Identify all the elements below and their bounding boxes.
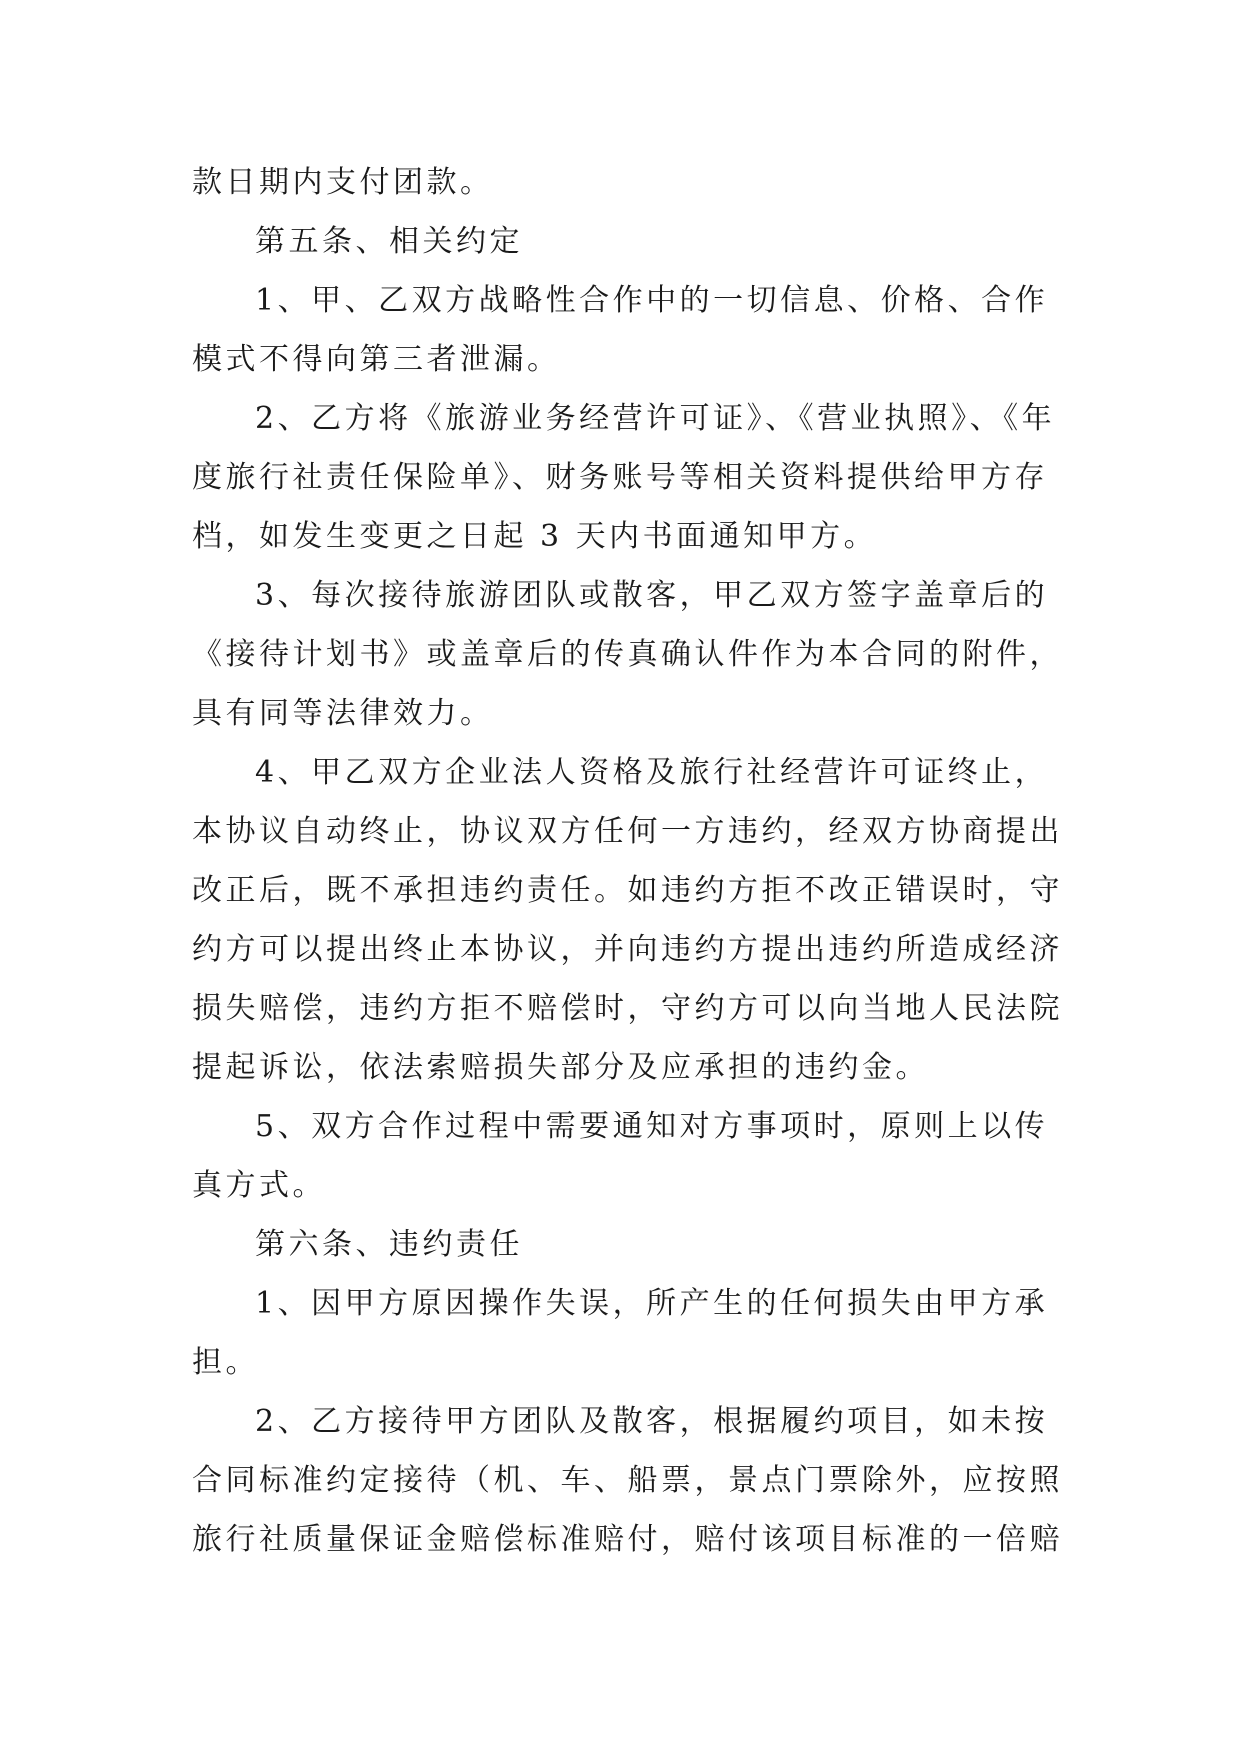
text-line: 约方可以提出终止本协议，并向违约方提出违约所造成经济 — [192, 932, 1063, 967]
section-heading: 第六条、违约责任 — [255, 1227, 523, 1262]
text-line: 5、双方合作过程中需要通知对方事项时，原则上以传 — [255, 1109, 1049, 1144]
text-line: 合同标准约定接待（机、车、船票，景点门票除外，应按照 — [192, 1463, 1063, 1498]
text-line: 3、每次接待旅游团队或散客，甲乙双方签字盖章后的 — [255, 578, 1049, 613]
text-line: 改正后，既不承担违约责任。如违约方拒不改正错误时，守 — [192, 873, 1063, 908]
section-heading: 第五条、相关约定 — [255, 224, 523, 259]
text-line: 具有同等法律效力。 — [192, 696, 494, 731]
text-line: 损失赔偿，违约方拒不赔偿时，守约方可以向当地人民法院 — [192, 991, 1063, 1026]
text-line: 提起诉讼，依法索赔损失部分及应承担的违约金。 — [192, 1050, 929, 1085]
text-line: 真方式。 — [192, 1168, 326, 1203]
text-line: 《接待计划书》或盖章后的传真确认件作为本合同的附件， — [192, 637, 1063, 672]
text-line: 款日期内支付团款。 — [192, 165, 494, 200]
text-line: 本协议自动终止，协议双方任何一方违约，经双方协商提出 — [192, 814, 1063, 849]
text-line: 1、甲、乙双方战略性合作中的一切信息、价格、合作 — [255, 283, 1049, 318]
text-line: 1、因甲方原因操作失误，所产生的任何损失由甲方承 — [255, 1286, 1049, 1321]
text-line: 2、乙方将《旅游业务经营许可证》、《营业执照》、《年 — [255, 401, 1056, 436]
text-line: 档，如发生变更之日起 3 天内书面通知甲方。 — [192, 519, 878, 554]
text-line: 模式不得向第三者泄漏。 — [192, 342, 561, 377]
text-line: 担。 — [192, 1345, 259, 1380]
text-line: 度旅行社责任保险单》、财务账号等相关资料提供给甲方存 — [192, 460, 1048, 495]
text-line: 2、乙方接待甲方团队及散客，根据履约项目，如未按 — [255, 1404, 1049, 1439]
text-line: 旅行社质量保证金赔偿标准赔付，赔付该项目标准的一倍赔 — [192, 1522, 1063, 1557]
text-line: 4、甲乙双方企业法人资格及旅行社经营许可证终止， — [255, 755, 1049, 790]
